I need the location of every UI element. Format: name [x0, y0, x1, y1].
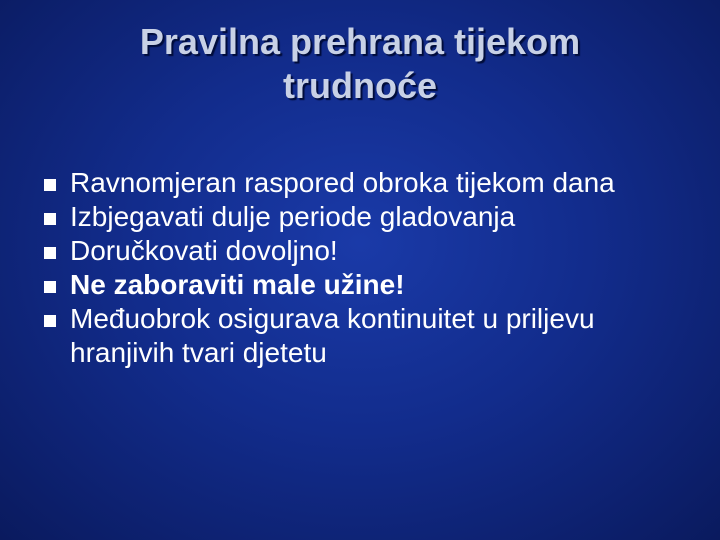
bullet-item: [44, 234, 684, 268]
bullet-text: Ravnomjeran raspored obroka tijekom dana: [70, 167, 615, 198]
bullet-item: [44, 200, 684, 234]
square-bullet-icon: [44, 315, 56, 327]
bullet-text: Izbjegavati dulje periode gladovanja: [70, 201, 516, 232]
square-bullet-icon: [44, 247, 56, 259]
slide-title: Pravilna prehrana tijekom trudnoće: [139, 21, 581, 106]
bullet-text: Doručkovati dovoljno!: [70, 235, 338, 266]
bullet-text: Međuobrok osigurava kontinuitet u priljevu hranjivih tvari djetetu: [70, 303, 595, 368]
bullet-list: [44, 166, 684, 370]
bullet-item: [44, 268, 684, 302]
bullet-item: [44, 302, 684, 370]
square-bullet-icon: [44, 213, 56, 225]
square-bullet-icon: [44, 179, 56, 191]
bullet-item: [44, 166, 684, 200]
bullet-text: Ne zaboraviti male užine!: [70, 269, 405, 300]
square-bullet-icon: [44, 281, 56, 293]
